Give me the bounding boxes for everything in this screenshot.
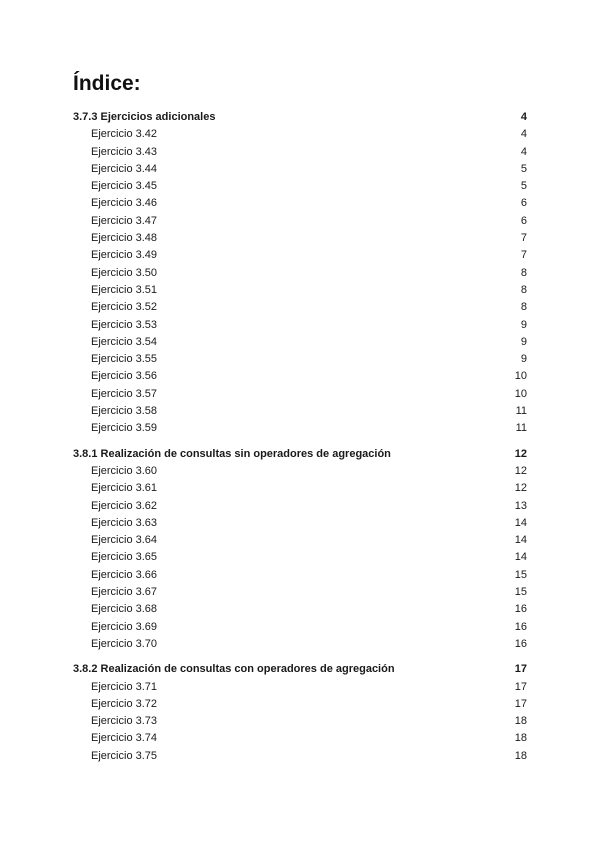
toc-entry-row[interactable] (73, 282, 527, 299)
toc-heading-label: 3.8.2 Realización de consultas con operadores de agregación (73, 663, 395, 676)
toc-entry-row[interactable] (73, 619, 527, 636)
toc-entry-label: Ejercicio 3.52 (91, 301, 158, 314)
toc-entry-label: Ejercicio 3.62 (91, 499, 158, 512)
toc-entry-row[interactable] (73, 126, 527, 143)
toc-entry-label: Ejercicio 3.70 (91, 637, 158, 650)
toc-page-number: 18 (514, 749, 527, 762)
toc-page-number: 5 (520, 162, 527, 175)
toc-entry-row[interactable] (73, 549, 527, 566)
toc-entry-row[interactable] (73, 230, 527, 247)
toc-page-number: 11 (515, 422, 527, 435)
toc-entry-label: Ejercicio 3.75 (91, 749, 158, 762)
toc-entry-row[interactable] (73, 178, 527, 195)
toc-entry-row[interactable] (73, 748, 527, 765)
toc-page-number: 4 (520, 128, 527, 141)
toc-entry-label: Ejercicio 3.54 (91, 335, 158, 348)
toc-entry-label: Ejercicio 3.44 (91, 162, 158, 175)
toc-entry-row[interactable] (73, 601, 527, 618)
toc-heading-label: 3.7.3 Ejercicios adicionales (73, 111, 216, 123)
toc-page-number: 7 (520, 232, 527, 245)
toc-entry-label: Ejercicio 3.60 (91, 464, 158, 477)
toc-entry-row[interactable] (73, 480, 527, 497)
toc-entry-label: Ejercicio 3.63 (91, 516, 158, 529)
toc-page-number: 12 (514, 464, 527, 477)
toc-entry-row[interactable] (73, 636, 527, 653)
toc-entry-label: Ejercicio 3.47 (91, 214, 158, 227)
toc-page-number: 18 (514, 715, 527, 728)
toc-entry-label: Ejercicio 3.51 (91, 283, 158, 296)
toc-page-number: 11 (515, 405, 527, 418)
toc-section (73, 661, 527, 765)
toc-page-number: 12 (514, 447, 527, 460)
toc-entry-row[interactable] (73, 403, 527, 420)
toc-entry-row[interactable] (73, 515, 527, 532)
toc-entry-row[interactable] (73, 696, 527, 713)
toc-entry-label: Ejercicio 3.71 (91, 680, 158, 693)
toc-entry-label: Ejercicio 3.55 (91, 353, 158, 366)
toc-entry-row[interactable] (73, 463, 527, 480)
toc-entry-row[interactable] (73, 420, 527, 437)
toc-entry-label: Ejercicio 3.58 (91, 405, 158, 418)
toc-entry-label: Ejercicio 3.73 (91, 715, 158, 728)
toc-page-number: 6 (520, 197, 527, 210)
toc-entry-label: Ejercicio 3.48 (91, 232, 158, 245)
toc-entry-row[interactable] (73, 368, 527, 385)
toc-page-number: 9 (520, 335, 527, 348)
toc-entry-row[interactable] (73, 265, 527, 282)
toc-entry-label: Ejercicio 3.65 (91, 551, 158, 564)
toc-page-number: 17 (514, 697, 527, 710)
toc-entry-row[interactable] (73, 161, 527, 178)
toc-entry-label: Ejercicio 3.69 (91, 620, 158, 633)
toc-entry-row[interactable] (73, 195, 527, 212)
page-title: Índice: (73, 72, 141, 95)
toc-page-number: 10 (514, 370, 527, 383)
toc-entry-label: Ejercicio 3.59 (91, 422, 158, 435)
toc-entry-label: Ejercicio 3.50 (91, 266, 158, 279)
toc-entry-label: Ejercicio 3.57 (91, 387, 158, 400)
toc-page-number: 17 (514, 680, 527, 693)
toc-entry-row[interactable] (73, 299, 527, 316)
toc-page-number: 17 (514, 663, 527, 676)
toc-entry-row[interactable] (73, 213, 527, 230)
toc-entry-label: Ejercicio 3.72 (91, 697, 158, 710)
toc-entry-label: Ejercicio 3.61 (91, 482, 158, 495)
toc-page-number: 12 (514, 482, 527, 495)
toc-entry-label: Ejercicio 3.67 (91, 586, 158, 599)
toc-heading-label: 3.8.1 Realización de consultas sin operadores de agregación (73, 447, 391, 460)
toc-page-number: 16 (514, 637, 527, 650)
toc-heading-row[interactable] (73, 446, 527, 463)
toc-entry-label: Ejercicio 3.56 (91, 370, 158, 383)
toc-section (73, 109, 527, 438)
toc-entry-row[interactable] (73, 386, 527, 403)
toc-entry-row[interactable] (73, 334, 527, 351)
toc-entry-label: Ejercicio 3.74 (91, 732, 158, 745)
toc-entry-label: Ejercicio 3.49 (91, 249, 158, 262)
toc-page-number: 9 (520, 353, 527, 366)
toc-page-number: 16 (514, 603, 527, 616)
toc-entry-row[interactable] (73, 351, 527, 368)
toc-entry-row[interactable] (73, 567, 527, 584)
toc-page-number: 4 (520, 145, 527, 158)
toc-page-number: 13 (514, 499, 527, 512)
toc-entry-row[interactable] (73, 679, 527, 696)
toc-page-number: 9 (520, 318, 527, 331)
toc-page-number: 8 (520, 283, 527, 296)
toc-entry-label: Ejercicio 3.42 (91, 128, 158, 141)
toc-entry-row[interactable] (73, 584, 527, 601)
toc-entry-label: Ejercicio 3.53 (91, 318, 158, 331)
toc-entry-row[interactable] (73, 730, 527, 747)
toc-entry-label: Ejercicio 3.46 (91, 197, 158, 210)
toc-entry-row[interactable] (73, 498, 527, 515)
toc-page-number: 6 (520, 214, 527, 227)
toc-entry-label: Ejercicio 3.64 (91, 534, 158, 547)
toc-page-number: 15 (514, 568, 527, 581)
toc-page-number: 14 (514, 551, 527, 564)
toc-entry-row[interactable] (73, 532, 527, 549)
toc-entry-label: Ejercicio 3.68 (91, 603, 158, 616)
toc-page-number: 16 (514, 620, 527, 633)
toc-entry-row[interactable] (73, 317, 527, 334)
toc-entry-label: Ejercicio 3.66 (91, 568, 158, 581)
toc-page-number: 5 (520, 180, 527, 193)
toc-heading-row[interactable] (73, 661, 527, 678)
toc-page-number: 8 (520, 301, 527, 314)
toc-entry-label: Ejercicio 3.45 (91, 180, 158, 193)
toc-page-number: 10 (514, 387, 527, 400)
toc-section (73, 446, 527, 654)
toc-page-number: 8 (520, 266, 527, 279)
toc-entry-row[interactable] (73, 144, 527, 161)
toc-page-number: 14 (514, 534, 527, 547)
toc-entry-row[interactable] (73, 247, 527, 264)
toc-page-number: 14 (514, 516, 527, 529)
toc-heading-row[interactable] (73, 109, 527, 126)
toc-entry-label: Ejercicio 3.43 (91, 145, 158, 158)
table-of-contents (73, 109, 527, 765)
toc-page-number: 7 (520, 249, 527, 262)
toc-entry-row[interactable] (73, 713, 527, 730)
toc-page-number: 15 (514, 586, 527, 599)
toc-page-number: 18 (514, 732, 527, 745)
toc-page-number: 4 (520, 111, 527, 123)
